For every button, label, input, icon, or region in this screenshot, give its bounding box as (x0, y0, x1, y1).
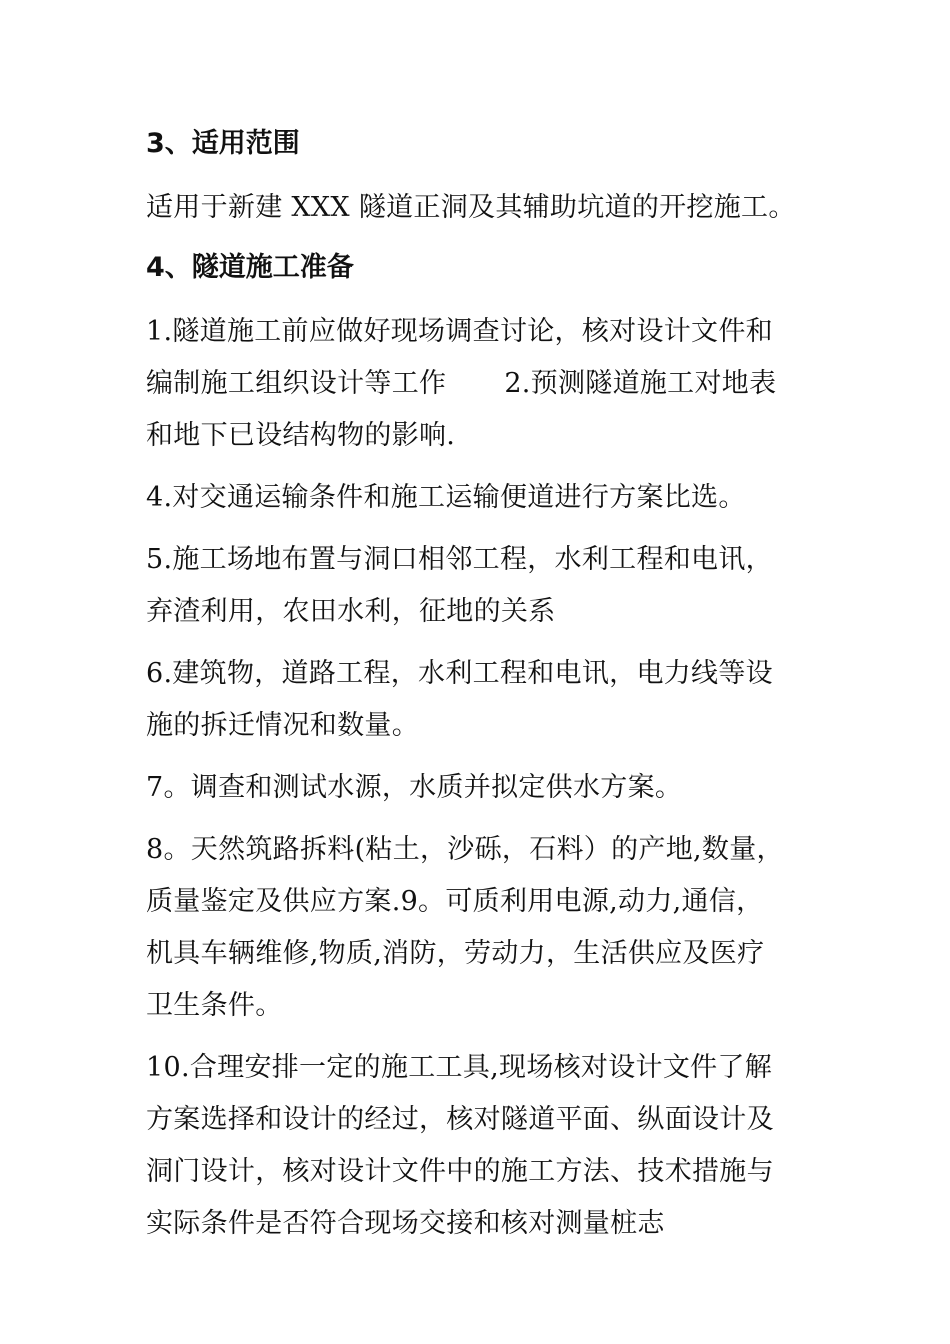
text-line: 实际条件是否符合现场交接和核对测量桩志 (146, 1208, 665, 1239)
text-line: 机具车辆维修,物质,消防，劳动力，生活供应及医疗 (146, 938, 765, 969)
section-3-heading: 3、适用范围 (146, 128, 300, 159)
document-page (146, 126, 810, 1260)
item-7-paragraph (146, 762, 810, 814)
text-segment: 2.预测隧道施工对地表 (504, 368, 777, 399)
text-line: 6.建筑物，道路工程，水利工程和电讯，电力线等设 (146, 658, 773, 689)
text-line: 1.隧道施工前应做好现场调查讨论，核对设计文件和 (146, 316, 773, 347)
text-line: 4.对交通运输条件和施工运输便道进行方案比选。 (146, 482, 746, 513)
item-8-9-paragraph (146, 824, 810, 1032)
text-line: 卫生条件。 (146, 990, 283, 1021)
text-line: 施的拆迁情况和数量。 (146, 710, 419, 741)
text-segment: 编制施工组织设计等工作 (146, 368, 447, 399)
text-line: 7。调查和测试水源，水质并拟定供水方案。 (146, 772, 683, 803)
text-line: 方案选择和设计的经过，核对隧道平面、纵面设计及 (146, 1104, 774, 1135)
item-1-2-paragraph (146, 306, 810, 462)
section-4-heading: 4、隧道施工准备 (146, 252, 354, 283)
text-line: 10.合理安排一定的施工工具,现场核对设计文件了解 (146, 1052, 773, 1083)
text-line: 8。天然筑路拆料(粘土，沙砾，石料）的产地,数量， (146, 834, 784, 865)
item-6-paragraph (146, 648, 810, 752)
item-10-paragraph (146, 1042, 810, 1250)
text-line: 质量鉴定及供应方案.9。可质利用电源,动力,通信， (146, 886, 764, 917)
text-line (146, 358, 810, 410)
section-3-text (146, 182, 810, 234)
text-line: 5.施工场地布置与洞口相邻工程，水利工程和电讯， (146, 544, 773, 575)
item-4-paragraph (146, 472, 810, 524)
text-line: 和地下已设结构物的影响. (146, 420, 456, 451)
text-line: 弃渣利用，农田水利，征地的关系 (146, 596, 556, 627)
text-line: 洞门设计，核对设计文件中的施工方法、技术措施与 (146, 1156, 774, 1187)
text-line: 适用于新建 XXX 隧道正洞及其辅助坑道的开挖施工。 (146, 192, 796, 223)
item-5-paragraph (146, 534, 810, 638)
